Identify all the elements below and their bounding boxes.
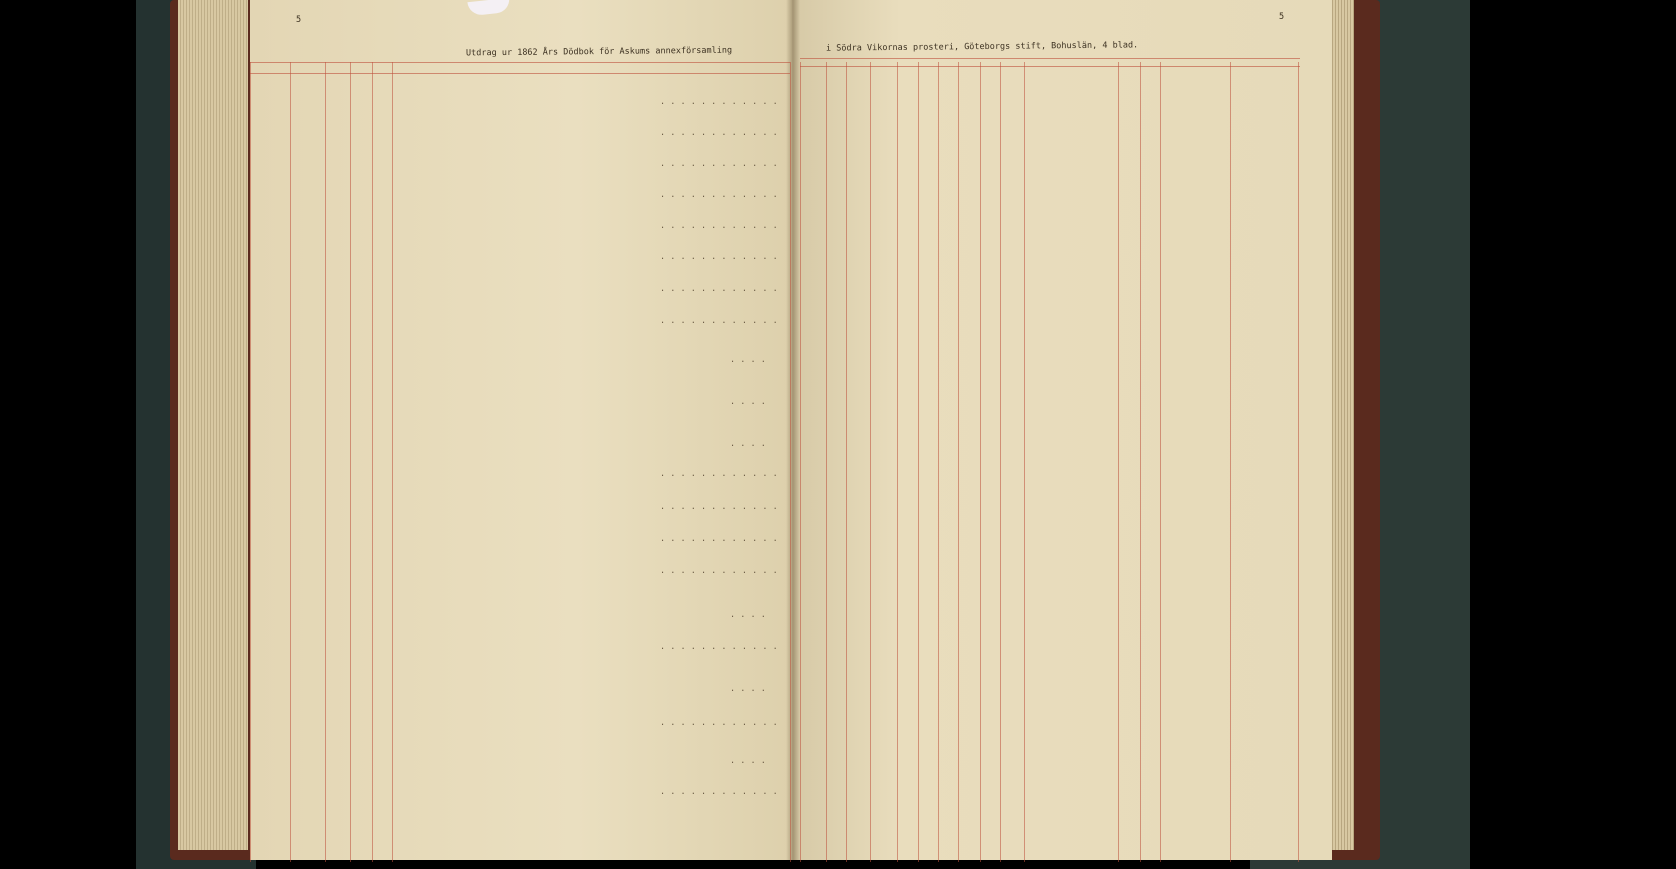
dot-leader: . . . . . . . . . . . . [660,566,778,576]
ruling-line-left-5 [392,62,393,862]
ruling-line-right-2 [846,62,847,862]
dot-leader: . . . . . . . . . . . . [660,159,778,169]
ruling-line-right-4 [897,62,898,862]
dot-leader: . . . . [730,684,766,694]
dot-leader: . . . . . . . . . . . . [660,469,778,479]
ruling-line-left-6 [790,62,791,862]
ruling-line-left-3 [350,62,351,862]
dot-leader: . . . . [730,397,766,407]
dot-leader: . . . . . . . . . . . . [660,190,778,200]
ruling-line-left-0 [250,62,251,862]
header-rule-right-2 [800,66,1300,67]
left-page-header: Utdrag ur 1862 Års Dödbok för Askums annexförsamling [465,45,733,59]
ruling-line-right-5 [918,62,919,862]
header-rule-left-2 [250,73,790,74]
ruling-line-right-13 [1160,62,1161,862]
dot-leader: . . . . . . . . . . . . [660,252,778,262]
ruling-line-left-1 [290,62,291,862]
header-rule-left [250,62,790,63]
ruling-line-right-1 [826,62,827,862]
dot-leader: . . . . . . . . . . . . [660,502,778,512]
ruling-line-right-10 [1024,62,1025,862]
right-page-header: i Södra Vikornas prosteri, Göteborgs stift, Bohuslän, 4 blad. [825,40,1139,54]
dot-leader: . . . . . . . . . . . . [660,128,778,138]
dot-leader: . . . . [730,355,766,365]
ruling-line-right-14 [1230,62,1231,862]
ruling-line-right-3 [870,62,871,862]
dot-leader: . . . . . . . . . . . . [660,718,778,728]
ruling-line-right-0 [800,62,801,862]
book-gutter [786,0,800,860]
dot-leader: . . . . . . . . . . . . [660,316,778,326]
ruling-line-right-12 [1140,62,1141,862]
ruling-line-right-15 [1298,62,1299,862]
dot-leader: . . . . . . . . . . . . [660,642,778,652]
right-page-number: 5 [1279,12,1285,22]
ruling-line-right-6 [938,62,939,862]
page-stack-left [178,0,248,850]
dot-leader: . . . . . . . . . . . . [660,221,778,231]
ruling-line-right-11 [1118,62,1119,862]
header-rule-right [800,58,1300,59]
dot-leader: . . . . . . . . . . . . [660,97,778,107]
ruling-line-left-4 [372,62,373,862]
ruling-line-left-2 [325,62,326,862]
page-stack-right [1330,0,1354,850]
dot-leader: . . . . . . . . . . . . [660,284,778,294]
right-page [792,0,1332,860]
dot-leader: . . . . [730,439,766,449]
ruling-line-right-9 [1000,62,1001,862]
dot-leader: . . . . [730,610,766,620]
dot-leader: . . . . . . . . . . . . [660,534,778,544]
left-page-number: 5 [296,15,302,25]
ruling-line-right-8 [980,62,981,862]
ruling-line-right-7 [958,62,959,862]
dot-leader: . . . . . . . . . . . . [660,787,778,797]
dot-leader: . . . . [730,756,766,766]
